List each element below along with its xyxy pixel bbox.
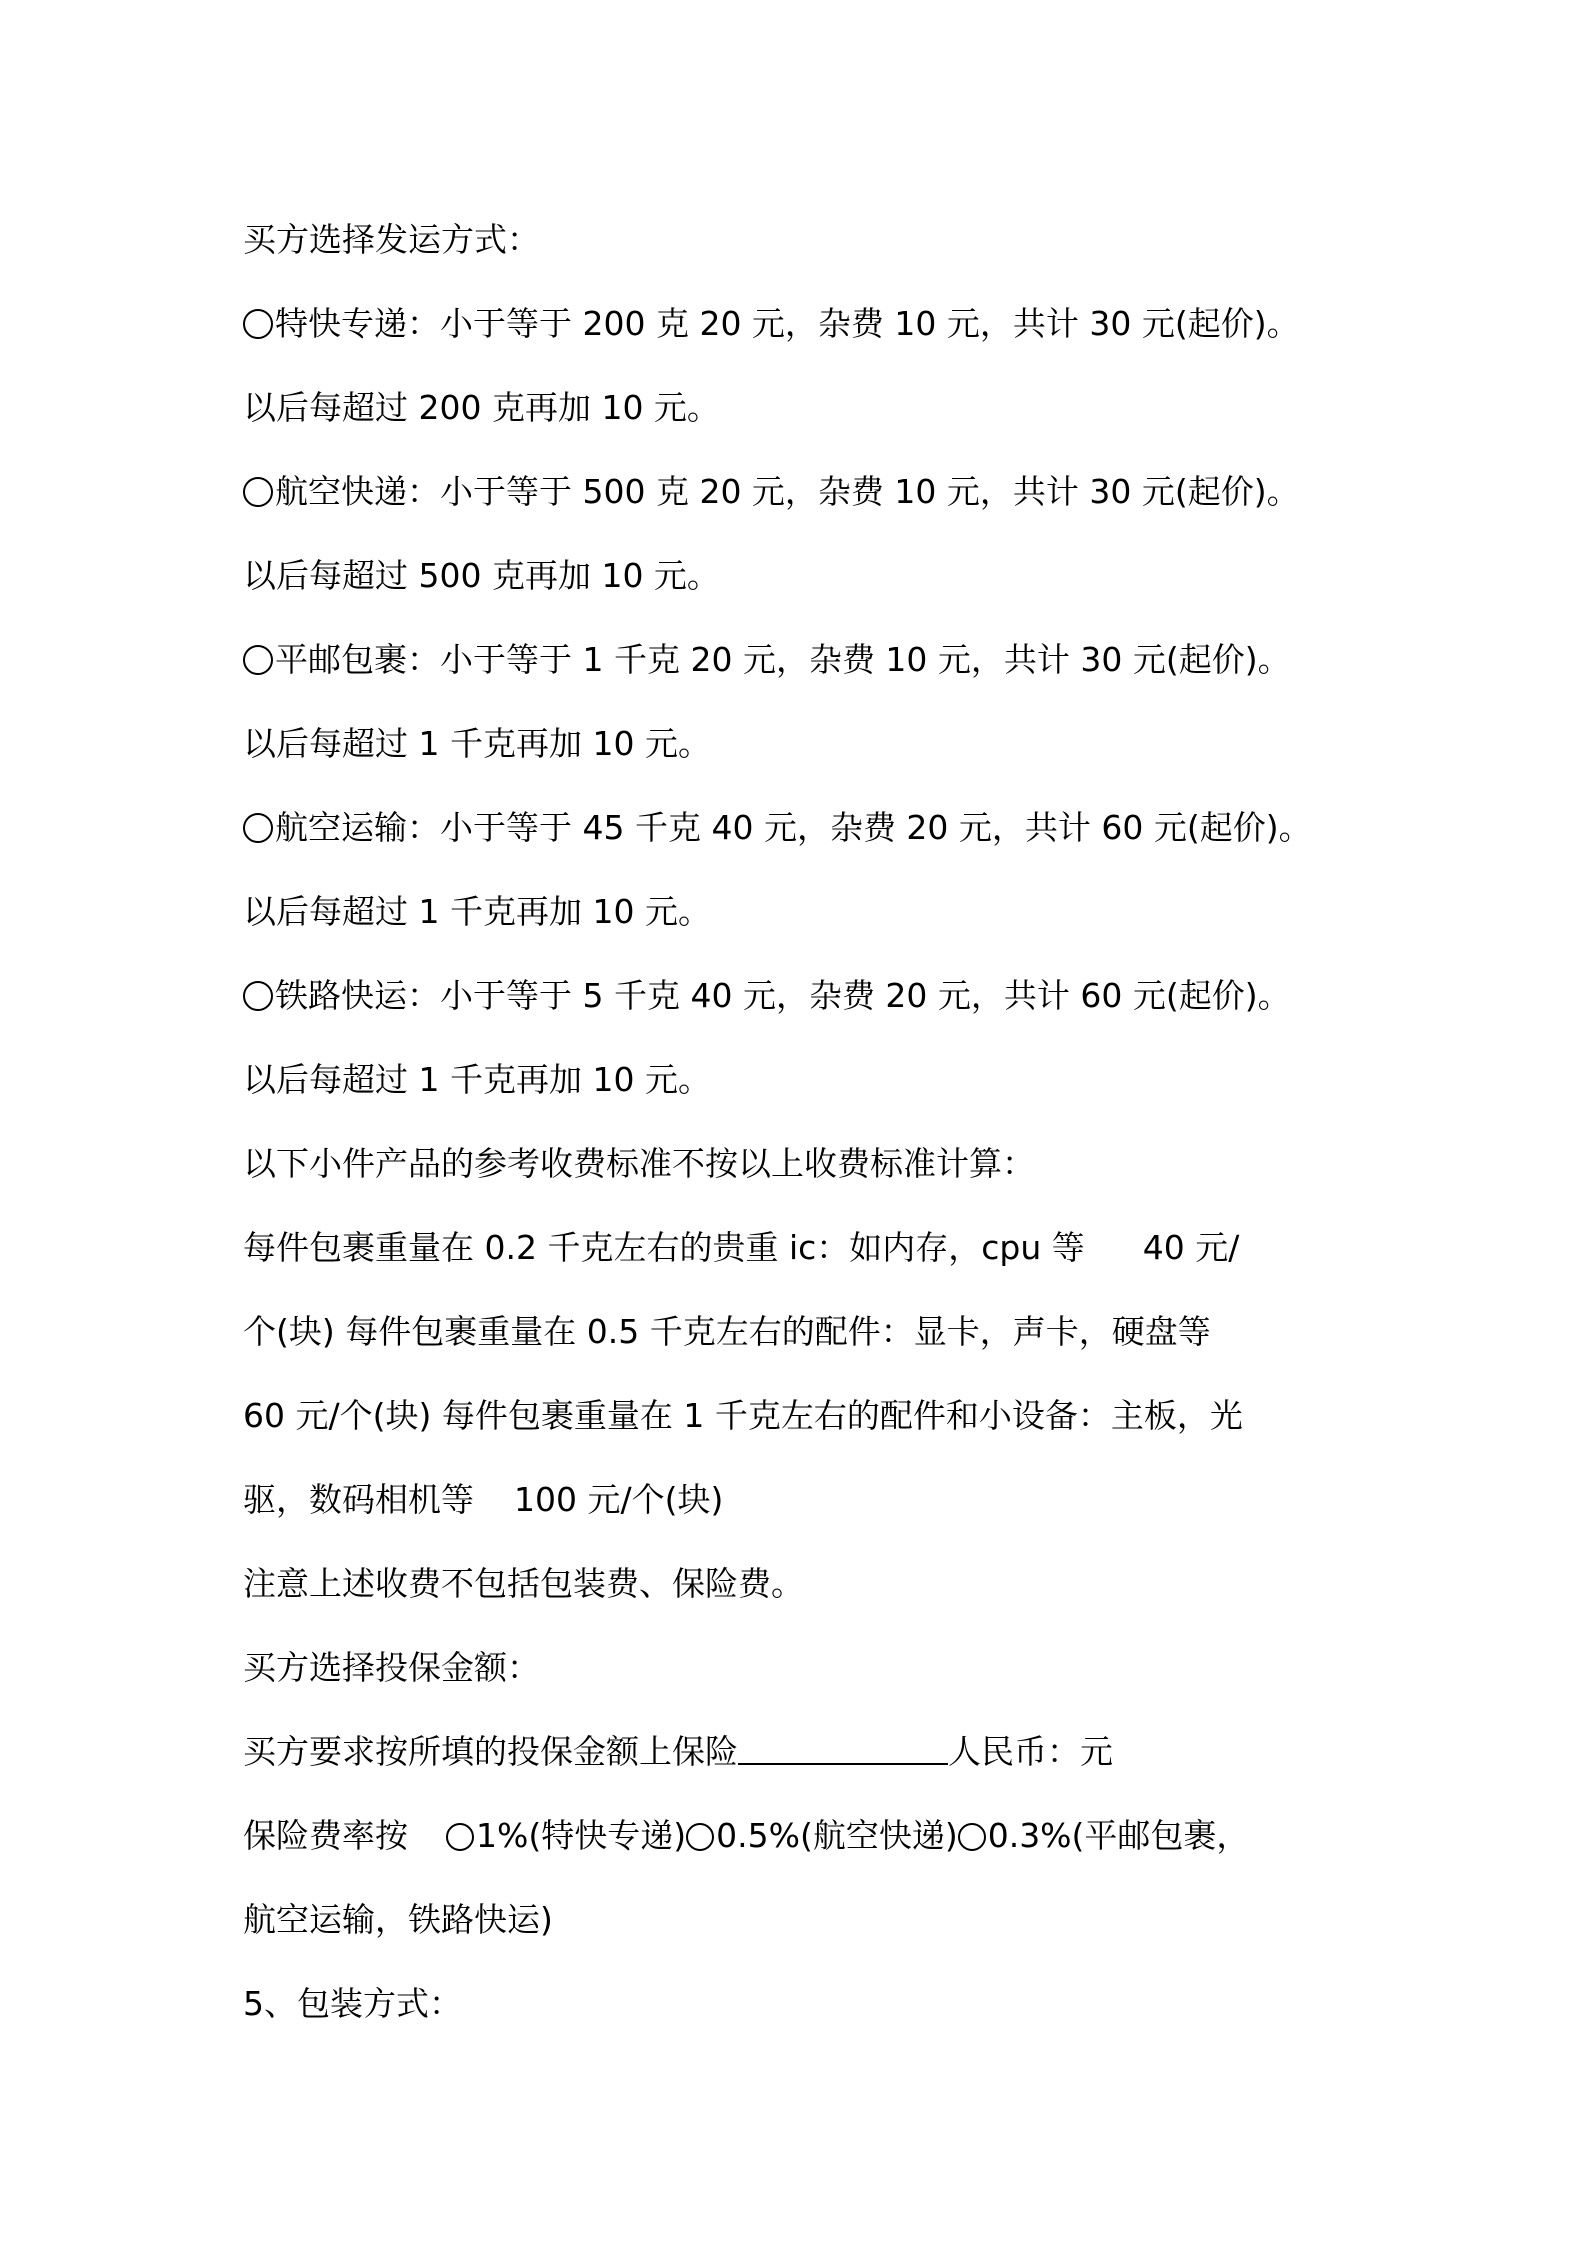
option-text: 航空快递：小于等于 500 克 20 元，杂费 10 元，共计 30 元(起价)。 xyxy=(275,472,1300,511)
small-items-line: 60 元/个(块) 每件包裹重量在 1 千克左右的配件和小设备：主板，光 xyxy=(243,1396,1243,1435)
rate-option: 1%(特快专递) xyxy=(476,1816,687,1855)
rate-option: 0.3%(平邮包裹， xyxy=(987,1816,1250,1855)
option-surface-parcel[interactable] xyxy=(243,618,1363,702)
option-air-express[interactable] xyxy=(243,450,1363,534)
rate-option: 0.5%(航空快递) xyxy=(716,1816,958,1855)
insured-amount-blank[interactable] xyxy=(738,1735,948,1765)
radio-circle-icon[interactable] xyxy=(243,309,273,339)
option-express-follow: 以后每超过 200 克再加 10 元。 xyxy=(243,388,720,427)
option-surface-parcel-follow: 以后每超过 1 千克再加 10 元。 xyxy=(243,724,711,763)
small-items-line: 个(块) 每件包裹重量在 0.5 千克左右的配件：显卡，声卡，硬盘等 xyxy=(243,1312,1211,1351)
option-express[interactable] xyxy=(243,282,1363,366)
radio-circle-icon[interactable] xyxy=(243,645,273,675)
document-body xyxy=(243,198,1363,2046)
small-items-line: 每件包裹重量在 0.2 千克左右的贵重 ic：如内存，cpu 等 40 元/ xyxy=(243,1228,1240,1267)
option-text: 铁路快运：小于等于 5 千克 40 元，杂费 20 元，共计 60 元(起价)。 xyxy=(275,976,1291,1015)
option-air-freight[interactable] xyxy=(243,786,1363,870)
insurance-rate-continuation: 航空运输，铁路快运) xyxy=(243,1900,553,1939)
option-text: 平邮包裹：小于等于 1 千克 20 元，杂费 10 元，共计 30 元(起价)。 xyxy=(275,640,1291,679)
option-rail-express[interactable] xyxy=(243,954,1363,1038)
insurance-heading: 买方选择投保金额： xyxy=(243,1648,540,1687)
fee-note: 注意上述收费不包括包装费、保险费。 xyxy=(243,1564,804,1603)
radio-circle-icon[interactable] xyxy=(958,1823,986,1851)
insurance-rate: 保险费率按 1%(特快专递) 0.5%(航空快递) 0.3%(平邮包裹， xyxy=(243,1816,1250,1855)
packaging-heading: 5、包装方式： xyxy=(243,1984,462,2023)
radio-circle-icon[interactable] xyxy=(243,813,273,843)
radio-circle-icon[interactable] xyxy=(446,1823,474,1851)
option-air-freight-follow: 以后每超过 1 千克再加 10 元。 xyxy=(243,892,711,931)
option-text: 航空运输：小于等于 45 千克 40 元，杂费 20 元，共计 60 元(起价)。 xyxy=(275,808,1312,847)
shipping-heading: 买方选择发运方式： xyxy=(243,220,540,259)
small-items-line: 驱，数码相机等 100 元/个(块) xyxy=(243,1480,724,1519)
radio-circle-icon[interactable] xyxy=(686,1823,714,1851)
option-rail-express-follow: 以后每超过 1 千克再加 10 元。 xyxy=(243,1060,711,1099)
radio-circle-icon[interactable] xyxy=(243,981,273,1011)
option-text: 特快专递：小于等于 200 克 20 元，杂费 10 元，共计 30 元(起价)。 xyxy=(275,304,1300,343)
small-items-heading: 以下小件产品的参考收费标准不按以上收费标准计算： xyxy=(243,1144,1035,1183)
insurance-request: 买方要求按所填的投保金额上保险 人民币：元 xyxy=(243,1732,1113,1771)
radio-circle-icon[interactable] xyxy=(243,477,273,507)
option-air-express-follow: 以后每超过 500 克再加 10 元。 xyxy=(243,556,720,595)
